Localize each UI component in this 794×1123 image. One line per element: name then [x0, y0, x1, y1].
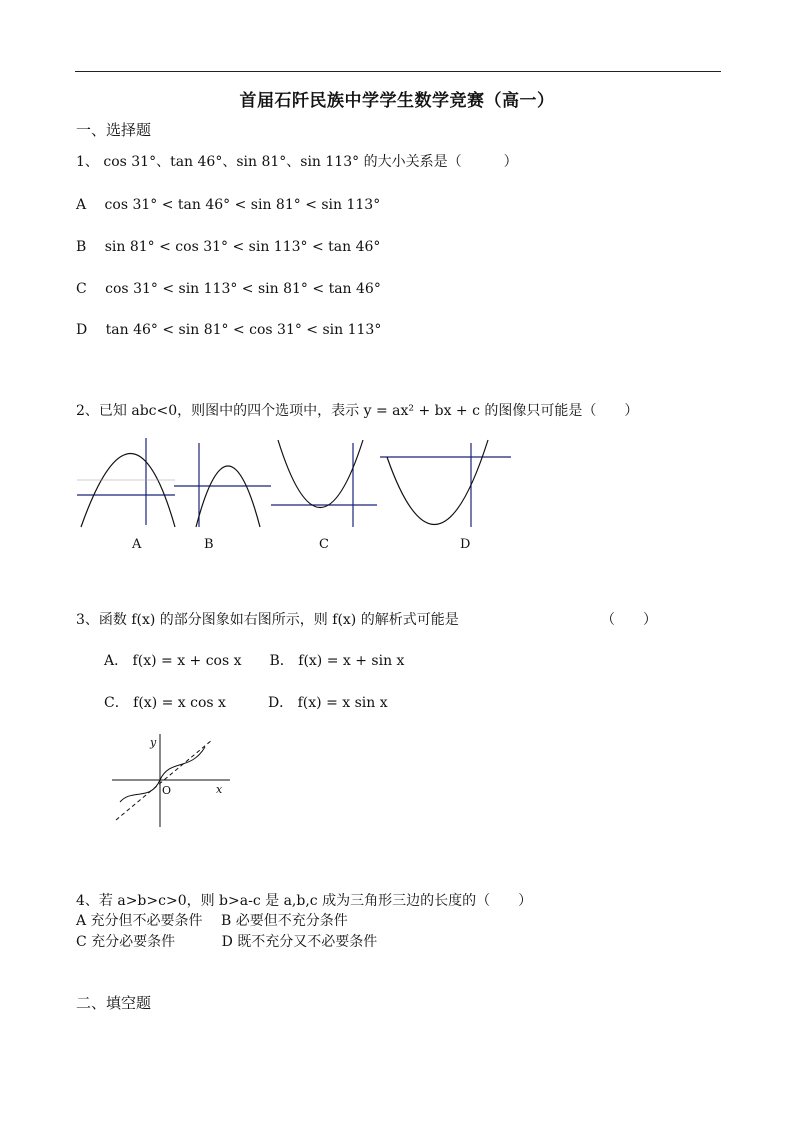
question-3-stem: 3、函数 f(x) 的部分图象如右图所示，则 f(x) 的解析式可能是 — [76, 612, 459, 628]
question-1-stem: 1、 cos 31°、tan 46°、sin 81°、sin 113° 的大小关系是（ ） — [76, 154, 518, 170]
question-4-stem: 4、若 a>b>c>0，则 b>a-c 是 a,b,c 成为三角形三边的长度的（ ） — [76, 893, 533, 909]
section-heading-choice: 一、选择题 — [76, 121, 152, 139]
question-1-option-d: D tan 46° < sin 81° < cos 31° < sin 113° — [76, 322, 382, 338]
header-rule — [75, 71, 721, 72]
question-3-options-row-1: A． f(x) = x + cos x B． f(x) = x + sin x — [104, 653, 405, 669]
graph-d — [380, 440, 511, 527]
question-1-option-a: A cos 31° < tan 46° < sin 81° < sin 113° — [76, 197, 381, 213]
graph-y-label: y — [150, 736, 157, 749]
graph-b — [174, 443, 271, 527]
question-3-graph — [110, 732, 240, 832]
question-1-option-b: B sin 81° < cos 31° < sin 113° < tan 46° — [76, 239, 381, 255]
question-3-answer-paren: （ ） — [601, 612, 657, 628]
question-2-stem: 2、已知 abc<0，则图中的四个选项中，表示 y = ax² + bx + c 的图像只可能是（ ） — [76, 403, 639, 419]
graph-d-label: D — [460, 537, 471, 552]
question-2-graphs — [75, 435, 515, 535]
graph-x-label: x — [216, 783, 223, 796]
graph-origin-label: O — [162, 784, 172, 797]
question-4-options-row-1: A 充分但不必要条件 B 必要但不充分条件 — [76, 913, 348, 929]
page-title: 首届石阡民族中学学生数学竞赛（高一） — [239, 91, 555, 111]
graph-c — [271, 440, 377, 527]
graph-b-label: B — [204, 537, 214, 552]
question-1-option-c: C cos 31° < sin 113° < sin 81° < tan 46° — [76, 281, 381, 297]
question-3-options-row-2: C． f(x) = x cos x D． f(x) = x sin x — [104, 695, 388, 711]
question-4-options-row-2: C 充分必要条件 D 既不充分又不必要条件 — [76, 934, 378, 950]
graph-a — [77, 438, 175, 527]
graph-c-label: C — [319, 537, 329, 552]
section-heading-fill-in: 二、填空题 — [76, 994, 152, 1012]
graph-a-label: A — [132, 537, 142, 552]
